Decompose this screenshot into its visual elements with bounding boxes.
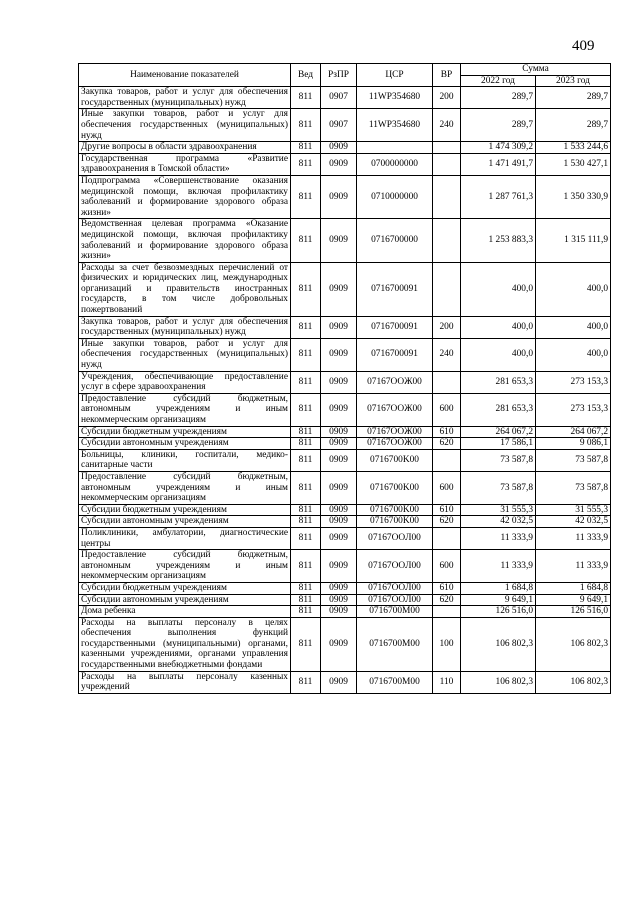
row-sum-2022: 400,0: [461, 262, 536, 316]
row-name: Предоставление субсидий бюджетным, автономным учреждениям и иным некоммерческим организациям: [79, 393, 291, 426]
row-vr: 110: [433, 671, 461, 693]
row-ved: 811: [291, 471, 321, 504]
row-csr: 0716700K00: [357, 471, 433, 504]
row-vr: 600: [433, 393, 461, 426]
row-name: Расходы на выплаты персоналу в целях обеспечения выполнения функций государственными (муниципальными) органами, казенными учреждениями, органами управления государственными внебюджетными фондами: [79, 617, 291, 671]
row-ved: 811: [291, 606, 321, 618]
header-ved: Вед: [291, 64, 321, 87]
row-rzpr: 0909: [321, 504, 357, 516]
row-sum-2022: 9 649,1: [461, 594, 536, 606]
page-number: 409: [572, 38, 595, 54]
header-year-2022: 2022 год: [461, 75, 536, 87]
row-rzpr: 0909: [321, 527, 357, 549]
row-csr: 07167OOЛ00: [357, 527, 433, 549]
row-name: Субсидии автономным учреждениям: [79, 516, 291, 528]
row-sum-2023: 264 067,2: [536, 426, 611, 438]
row-rzpr: 0909: [321, 550, 357, 583]
row-sum-2023: 400,0: [536, 262, 611, 316]
row-vr: 240: [433, 109, 461, 142]
row-vr: [433, 606, 461, 618]
header-vr: ВР: [433, 64, 461, 87]
row-rzpr: 0909: [321, 606, 357, 618]
row-sum-2023: 106 802,3: [536, 671, 611, 693]
row-csr: 0700000000: [357, 153, 433, 175]
row-csr: 11WP354680: [357, 87, 433, 109]
table-row: [79, 153, 611, 175]
row-sum-2023: 9 086,1: [536, 438, 611, 450]
row-ved: 811: [291, 516, 321, 528]
row-name: Субсидии бюджетным учреждениям: [79, 504, 291, 516]
table-row: [79, 516, 611, 528]
table-row: [79, 219, 611, 262]
row-ved: 811: [291, 527, 321, 549]
row-sum-2022: 106 802,3: [461, 671, 536, 693]
row-ved: 811: [291, 594, 321, 606]
header-csr: ЦСР: [357, 64, 433, 87]
row-ved: 811: [291, 550, 321, 583]
row-vr: 600: [433, 550, 461, 583]
row-name: Дома ребенка: [79, 606, 291, 618]
row-name: Предоставление субсидий бюджетным, автономным учреждениям и иным некоммерческим организациям: [79, 550, 291, 583]
row-csr: 07167OOЖ00: [357, 426, 433, 438]
row-rzpr: 0909: [321, 175, 357, 218]
row-ved: 811: [291, 219, 321, 262]
row-vr: 200: [433, 316, 461, 338]
row-sum-2023: 1 533 244,6: [536, 142, 611, 154]
row-sum-2022: 17 586,1: [461, 438, 536, 450]
row-sum-2022: 281 653,3: [461, 371, 536, 393]
row-csr: 07167OOЛ00: [357, 550, 433, 583]
row-sum-2022: 281 653,3: [461, 393, 536, 426]
row-sum-2023: 1 530 427,1: [536, 153, 611, 175]
row-vr: 100: [433, 617, 461, 671]
table-row: [79, 471, 611, 504]
table-row: [79, 671, 611, 693]
row-sum-2023: 400,0: [536, 316, 611, 338]
row-rzpr: 0909: [321, 594, 357, 606]
row-rzpr: 0909: [321, 582, 357, 594]
row-vr: [433, 449, 461, 471]
row-csr: 0716700091: [357, 316, 433, 338]
row-csr: 07167OOЖ00: [357, 438, 433, 450]
row-ved: 811: [291, 617, 321, 671]
row-sum-2023: 11 333,9: [536, 527, 611, 549]
row-ved: 811: [291, 142, 321, 154]
row-sum-2022: 289,7: [461, 87, 536, 109]
row-vr: [433, 262, 461, 316]
row-sum-2022: 31 555,3: [461, 504, 536, 516]
row-ved: 811: [291, 109, 321, 142]
row-vr: [433, 527, 461, 549]
table-row: [79, 262, 611, 316]
row-csr: [357, 142, 433, 154]
table-row: [79, 617, 611, 671]
row-ved: 811: [291, 371, 321, 393]
row-sum-2022: 42 032,5: [461, 516, 536, 528]
row-sum-2023: 1 315 111,9: [536, 219, 611, 262]
row-vr: 620: [433, 594, 461, 606]
row-csr: 07167OOЖ00: [357, 371, 433, 393]
row-name: Закупка товаров, работ и услуг для обеспечения государственных (муниципальных) нужд: [79, 87, 291, 109]
table-row: [79, 87, 611, 109]
row-sum-2023: 73 587,8: [536, 449, 611, 471]
row-sum-2022: 73 587,8: [461, 449, 536, 471]
row-sum-2022: 106 802,3: [461, 617, 536, 671]
row-name: Поликлиники, амбулатории, диагностические центры: [79, 527, 291, 549]
row-sum-2023: 106 802,3: [536, 617, 611, 671]
row-sum-2023: 42 032,5: [536, 516, 611, 528]
row-sum-2022: 289,7: [461, 109, 536, 142]
budget-table: [78, 63, 611, 694]
row-rzpr: 0909: [321, 516, 357, 528]
row-sum-2022: 1 287 761,3: [461, 175, 536, 218]
row-ved: 811: [291, 426, 321, 438]
header-year-2023: 2023 год: [536, 75, 611, 87]
row-rzpr: 0909: [321, 153, 357, 175]
row-rzpr: 0909: [321, 371, 357, 393]
row-sum-2022: 400,0: [461, 338, 536, 371]
row-sum-2023: 11 333,9: [536, 550, 611, 583]
row-sum-2022: 1 471 491,7: [461, 153, 536, 175]
table-row: [79, 316, 611, 338]
row-csr: 0716700091: [357, 262, 433, 316]
row-rzpr: 0909: [321, 393, 357, 426]
row-name: Субсидии бюджетным учреждениям: [79, 582, 291, 594]
row-vr: [433, 371, 461, 393]
row-csr: 0716700M00: [357, 617, 433, 671]
row-csr: 0716700K00: [357, 504, 433, 516]
header-rzpr: РзПР: [321, 64, 357, 87]
table-row: [79, 175, 611, 218]
table-row: [79, 550, 611, 583]
table-row: [79, 426, 611, 438]
row-name: Субсидии бюджетным учреждениям: [79, 426, 291, 438]
row-ved: 811: [291, 316, 321, 338]
row-sum-2022: 400,0: [461, 316, 536, 338]
row-csr: 07167OOЛ00: [357, 582, 433, 594]
row-vr: [433, 142, 461, 154]
row-ved: 811: [291, 671, 321, 693]
row-csr: 11WP354680: [357, 109, 433, 142]
row-rzpr: 0909: [321, 617, 357, 671]
row-csr: 0710000000: [357, 175, 433, 218]
table-row: [79, 438, 611, 450]
row-name: Подпрограмма «Совершенствование оказания медицинской помощи, включая профилактику заболеваний и формирование здорового образа жизни»: [79, 175, 291, 218]
row-name: Учреждения, обеспечивающие предоставление услуг в сфере здравоохранения: [79, 371, 291, 393]
row-sum-2023: 31 555,3: [536, 504, 611, 516]
row-csr: 07167OOЖ00: [357, 393, 433, 426]
row-ved: 811: [291, 262, 321, 316]
row-name: Предоставление субсидий бюджетным, автономным учреждениям и иным некоммерческим организациям: [79, 471, 291, 504]
row-sum-2023: 273 153,3: [536, 371, 611, 393]
header-sum: Сумма: [461, 64, 611, 76]
row-rzpr: 0909: [321, 142, 357, 154]
row-vr: [433, 219, 461, 262]
row-vr: [433, 153, 461, 175]
row-sum-2023: 273 153,3: [536, 393, 611, 426]
row-sum-2022: 11 333,9: [461, 550, 536, 583]
table-row: [79, 449, 611, 471]
row-sum-2023: 400,0: [536, 338, 611, 371]
row-ved: 811: [291, 449, 321, 471]
table-row: [79, 109, 611, 142]
row-sum-2022: 126 516,0: [461, 606, 536, 618]
row-sum-2023: 289,7: [536, 109, 611, 142]
row-sum-2022: 11 333,9: [461, 527, 536, 549]
row-rzpr: 0909: [321, 671, 357, 693]
row-csr: 0716700K00: [357, 449, 433, 471]
row-rzpr: 0909: [321, 471, 357, 504]
row-rzpr: 0909: [321, 338, 357, 371]
row-ved: 811: [291, 438, 321, 450]
table-row: [79, 338, 611, 371]
row-sum-2022: 1 474 309,2: [461, 142, 536, 154]
row-vr: [433, 175, 461, 218]
row-name: Ведомственная целевая программа «Оказание медицинской помощи, включая профилактику заболеваний и формирование здорового образа жизни»: [79, 219, 291, 262]
table-row: [79, 504, 611, 516]
row-name: Иные закупки товаров, работ и услуг для обеспечения государственных (муниципальных) нужд: [79, 338, 291, 371]
row-rzpr: 0909: [321, 438, 357, 450]
table-row: [79, 606, 611, 618]
row-sum-2023: 1 684,8: [536, 582, 611, 594]
row-name: Субсидии автономным учреждениям: [79, 594, 291, 606]
row-rzpr: 0909: [321, 449, 357, 471]
row-ved: 811: [291, 504, 321, 516]
row-ved: 811: [291, 393, 321, 426]
row-rzpr: 0909: [321, 262, 357, 316]
row-sum-2023: 9 649,1: [536, 594, 611, 606]
row-sum-2022: 264 067,2: [461, 426, 536, 438]
table-body: [79, 87, 611, 694]
row-sum-2022: 1 684,8: [461, 582, 536, 594]
row-sum-2022: 73 587,8: [461, 471, 536, 504]
row-vr: 200: [433, 87, 461, 109]
row-rzpr: 0909: [321, 316, 357, 338]
row-ved: 811: [291, 153, 321, 175]
row-sum-2022: 1 253 883,3: [461, 219, 536, 262]
row-sum-2023: 126 516,0: [536, 606, 611, 618]
table-row: [79, 371, 611, 393]
table-row: [79, 594, 611, 606]
row-vr: 620: [433, 516, 461, 528]
row-name: Субсидии автономным учреждениям: [79, 438, 291, 450]
row-csr: 0716700091: [357, 338, 433, 371]
header-name: Наименование показателей: [79, 64, 291, 87]
row-rzpr: 0909: [321, 426, 357, 438]
row-ved: 811: [291, 87, 321, 109]
row-ved: 811: [291, 175, 321, 218]
row-rzpr: 0907: [321, 109, 357, 142]
row-rzpr: 0909: [321, 219, 357, 262]
row-sum-2023: 73 587,8: [536, 471, 611, 504]
row-vr: 240: [433, 338, 461, 371]
row-name: Расходы за счет безвозмездных перечислений от физических и юридических лиц, международных организаций и правительств иностранных государств, в том числе добровольных пожертвований: [79, 262, 291, 316]
row-csr: 07167OOЛ00: [357, 594, 433, 606]
table-row: [79, 142, 611, 154]
table-row: [79, 582, 611, 594]
row-name: Больницы, клиники, госпитали, медико-санитарные части: [79, 449, 291, 471]
row-name: Иные закупки товаров, работ и услуг для обеспечения государственных (муниципальных) нужд: [79, 109, 291, 142]
table-row: [79, 527, 611, 549]
row-name: Другие вопросы в области здравоохранения: [79, 142, 291, 154]
row-name: Закупка товаров, работ и услуг для обеспечения государственных (муниципальных) нужд: [79, 316, 291, 338]
table-header: [79, 64, 611, 87]
row-vr: 620: [433, 438, 461, 450]
row-ved: 811: [291, 582, 321, 594]
row-vr: 600: [433, 471, 461, 504]
row-vr: 610: [433, 582, 461, 594]
row-ved: 811: [291, 338, 321, 371]
row-csr: 0716700000: [357, 219, 433, 262]
row-name: Государственная программа «Развитие здравоохранения в Томской области»: [79, 153, 291, 175]
table-row: [79, 393, 611, 426]
row-vr: 610: [433, 426, 461, 438]
row-name: Расходы на выплаты персоналу казенных учреждений: [79, 671, 291, 693]
row-csr: 0716700M00: [357, 671, 433, 693]
row-vr: 610: [433, 504, 461, 516]
row-sum-2023: 289,7: [536, 87, 611, 109]
row-csr: 0716700M00: [357, 606, 433, 618]
row-sum-2023: 1 350 330,9: [536, 175, 611, 218]
row-rzpr: 0907: [321, 87, 357, 109]
row-csr: 0716700K00: [357, 516, 433, 528]
